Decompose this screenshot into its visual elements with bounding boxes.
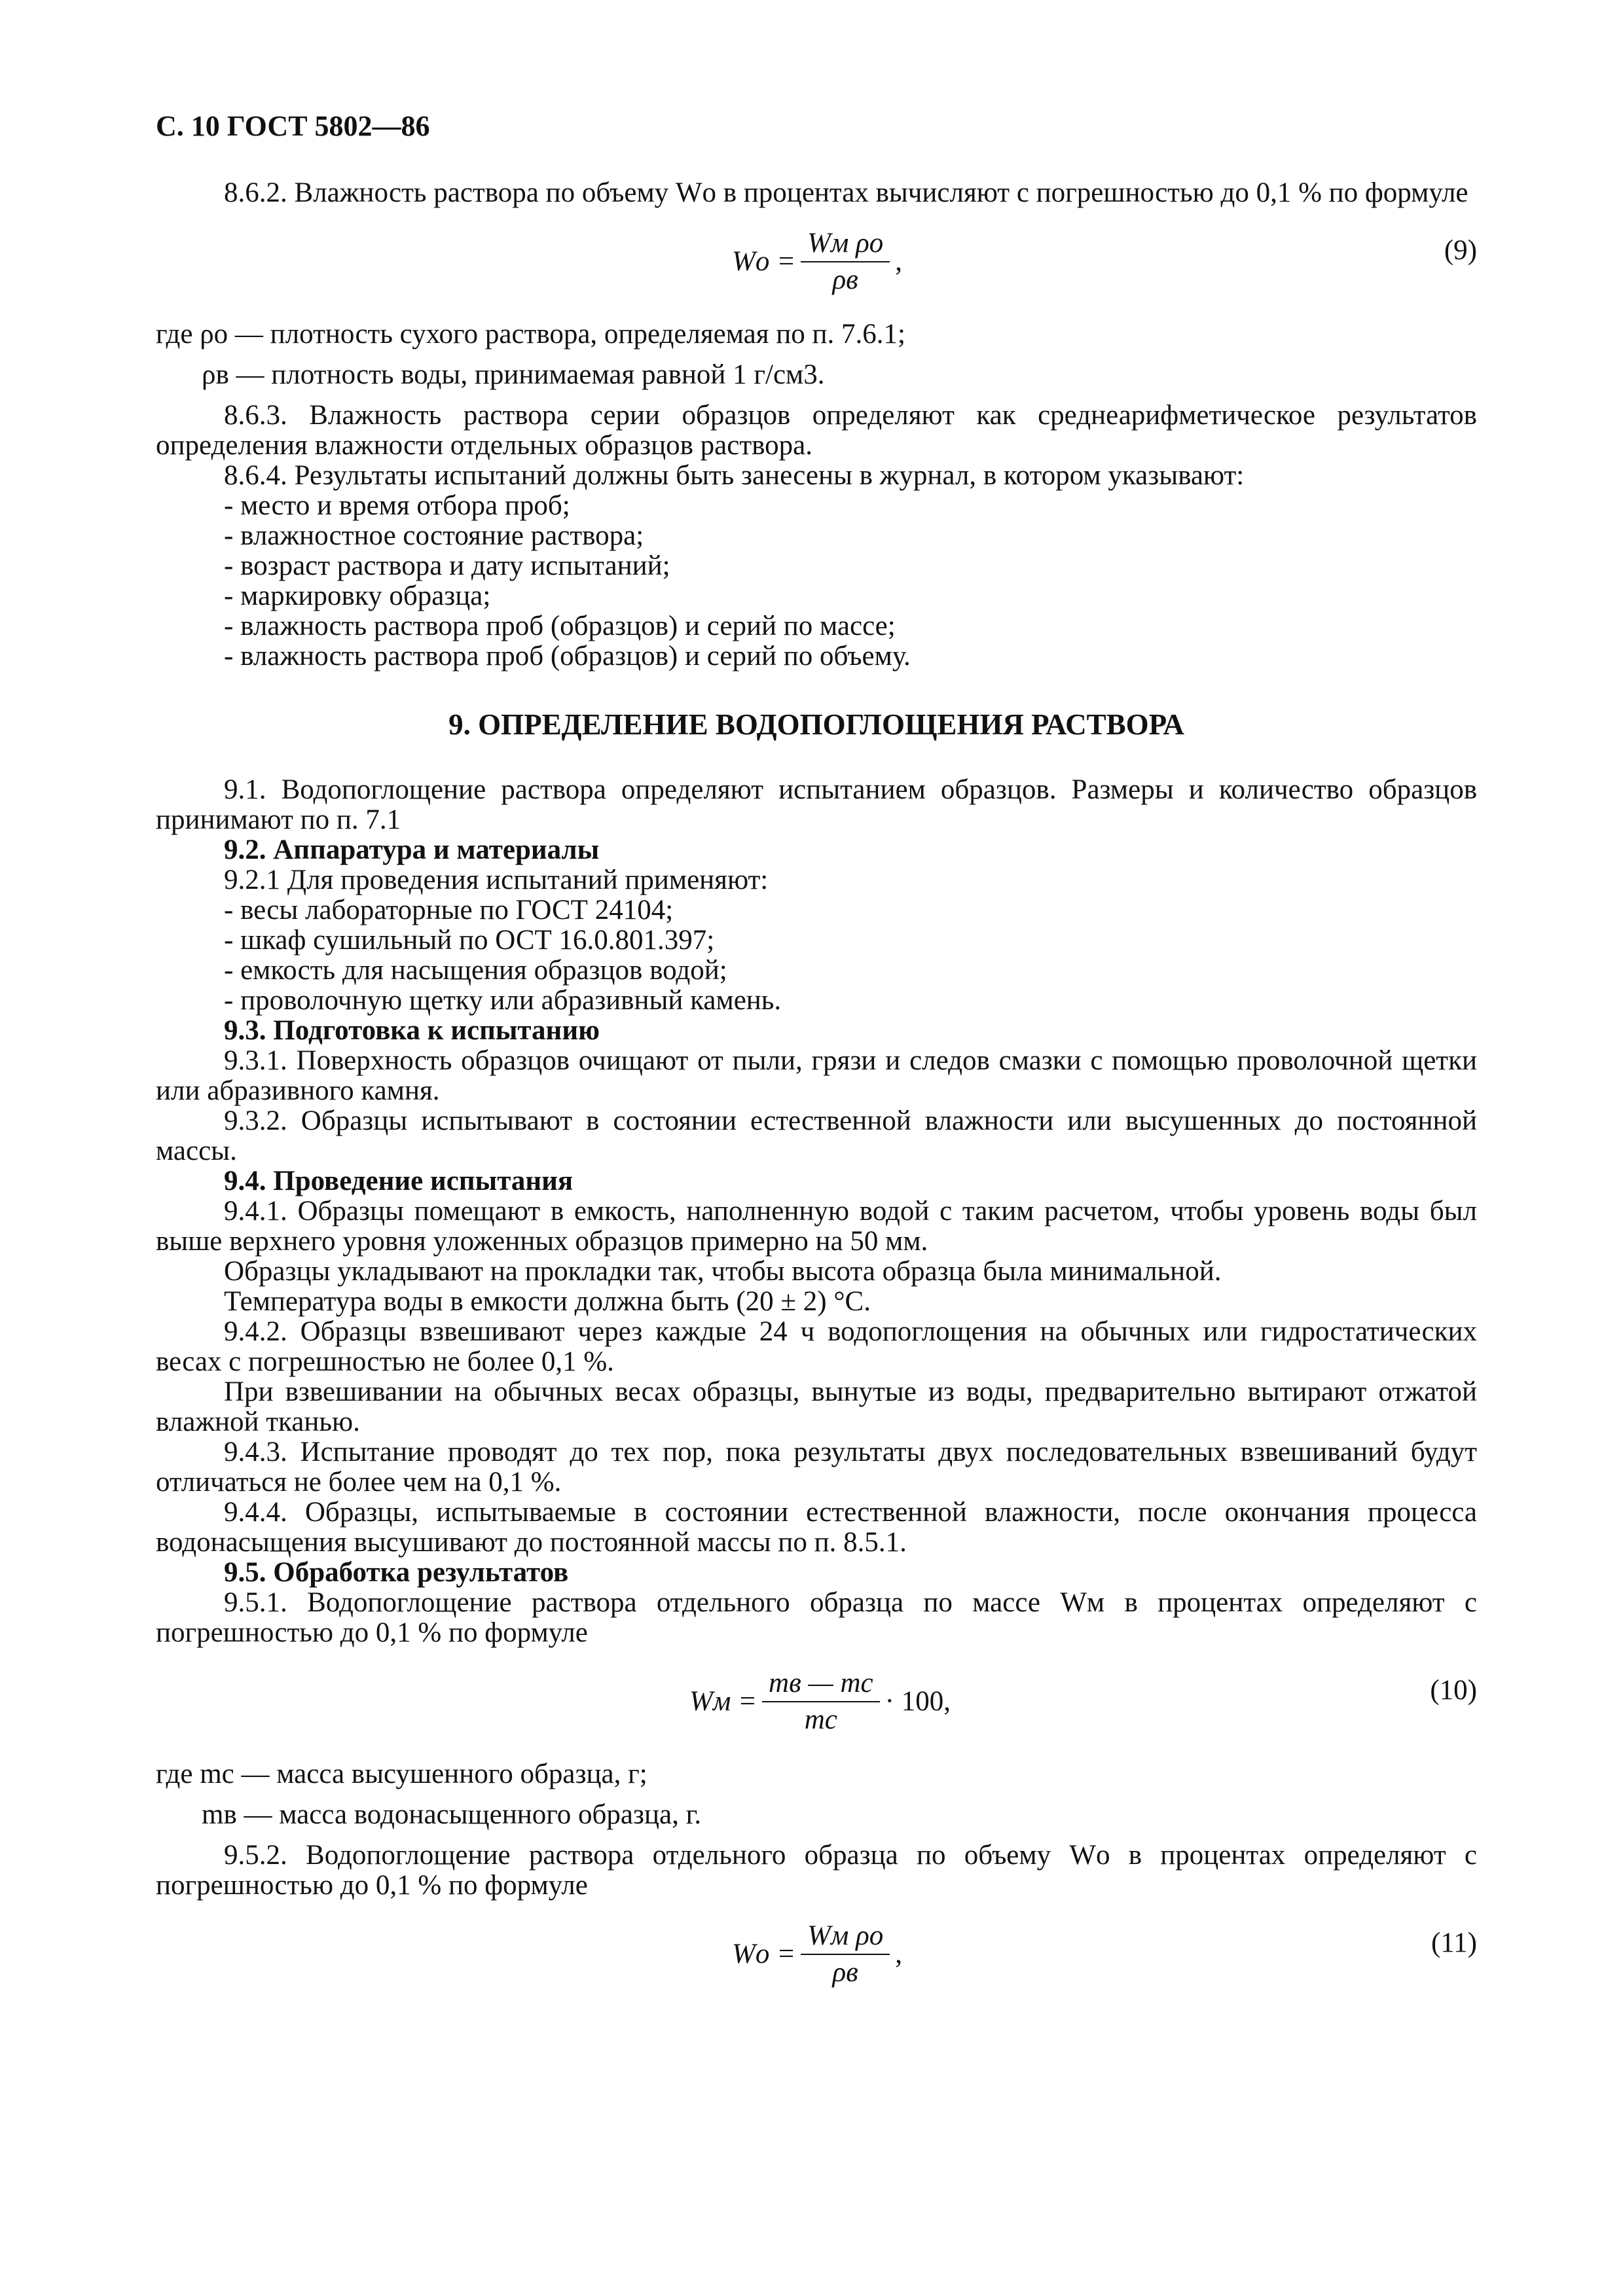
paragraph-9-4-1-c: Температура воды в емкости должна быть (20 ± 2) °С. <box>224 1286 871 1317</box>
formula-9-fraction <box>801 228 890 295</box>
list-item: - влажность раствора проб (образцов) и серий по массе; <box>156 611 1477 641</box>
paragraph-9-3-1: 9.3.1. Поверхность образцов очищают от пыли, грязи и следов смазки с помощью проволочной щетки или абразивного камня. <box>156 1045 1477 1106</box>
list-9-2-1 <box>156 895 1477 1016</box>
document-page <box>156 111 1477 2012</box>
where-10-line-1: где mс — масса высушенного образца, г; <box>156 1759 647 1789</box>
formula-10 <box>156 1657 1477 1746</box>
paragraph-9-4-4: 9.4.4. Образцы, испытываемые в состоянии естественной влажности, после окончания процесса водонасыщения высушивают до постоянной массы по п. 8.5.1. <box>156 1497 1477 1558</box>
paragraph-9-4-1-b: Образцы укладывают на прокладки так, чтобы высота образца была минимальной. <box>224 1256 1222 1287</box>
list-item: - возраст раствора и дату испытаний; <box>156 551 1477 581</box>
where-10-line-2: mв — масса водонасыщенного образца, г. <box>202 1799 702 1830</box>
formula-11-denominator: ρв <box>832 1957 858 1988</box>
formula-11-fraction <box>801 1921 890 1988</box>
paragraph-9-5-2: 9.5.2. Водопоглощение раствора отдельного образца по объему Wо в процентах определяют с погрешностью до 0,1 % по формуле <box>156 1840 1477 1901</box>
list-item: - влажность раствора проб (образцов) и серий по объему. <box>156 641 1477 672</box>
list-item: - весы лабораторные по ГОСТ 24104; <box>156 895 1477 925</box>
formula-10-tail: · 100, <box>884 1686 951 1717</box>
paragraph-9-4-3: 9.4.3. Испытание проводят до тех пор, пока результаты двух последовательных взвешиваний будут отличаться не более чем на 0,1 %. <box>156 1437 1477 1498</box>
paragraph-8-6-2: 8.6.2. Влажность раствора по объему Wо в процентах вычисляют с погрешностью до 0,1 % по формуле <box>224 177 1468 208</box>
formula-11-tail: , <box>895 1939 902 1969</box>
formula-9-lhs: Wо = <box>732 246 796 277</box>
list-item: - шкаф сушильный по ОСТ 16.0.801.397; <box>156 925 1477 956</box>
paragraph-9-4-1: 9.4.1. Образцы помещают в емкость, наполненную водой с таким расчетом, чтобы уровень воды был выше верхнего уровня уложенных образцов примерно на 50 мм. <box>156 1196 1477 1257</box>
heading-9-2: 9.2. Аппаратура и материалы <box>224 834 600 865</box>
page-header: С. 10 ГОСТ 5802—86 <box>156 110 430 142</box>
formula-10-numerator: mв — mс <box>762 1668 880 1702</box>
formula-11-numerator: Wм ρо <box>801 1921 890 1955</box>
heading-9-4: 9.4. Проведение испытания <box>224 1166 574 1196</box>
where-9-line-2: ρв — плотность воды, принимаемая равной 1 г/см3. <box>202 359 825 390</box>
formula-10-denominator: mс <box>804 1704 837 1735</box>
paragraph-8-6-3: 8.6.3. Влажность раствора серии образцов определяют как среднеарифметическое результатов определения влажности отдельных образцов раствора. <box>156 400 1477 461</box>
formula-9-denominator: ρв <box>832 264 858 295</box>
formula-10-number: (10) <box>1430 1675 1477 1706</box>
formula-9-number: (9) <box>1444 235 1477 266</box>
heading-9-3: 9.3. Подготовка к испытанию <box>224 1015 600 1046</box>
formula-9 <box>156 217 1477 306</box>
list-item: - проволочную щетку или абразивный камень. <box>156 986 1477 1016</box>
formula-10-lhs: Wм = <box>689 1686 757 1717</box>
paragraph-9-3-2: 9.3.2. Образцы испытывают в состоянии естественной влажности или высушенных до постоянной массы. <box>156 1105 1477 1166</box>
formula-9-numerator: Wм ρо <box>801 228 890 262</box>
section-9-title: 9. ОПРЕДЕЛЕНИЕ ВОДОПОГЛОЩЕНИЯ РАСТВОРА <box>448 708 1184 741</box>
list-item: - место и время отбора проб; <box>156 491 1477 521</box>
paragraph-9-2-1: 9.2.1 Для проведения испытаний применяют: <box>224 865 769 895</box>
formula-10-fraction <box>762 1668 880 1735</box>
formula-11-lhs: Wо = <box>732 1939 796 1969</box>
list-item: - маркировку образца; <box>156 581 1477 611</box>
paragraph-9-1: 9.1. Водопоглощение раствора определяют испытанием образцов. Размеры и количество образцов принимают по п. 7.1 <box>156 774 1477 835</box>
list-8-6-4 <box>156 491 1477 672</box>
formula-9-tail: , <box>895 246 902 277</box>
heading-9-5: 9.5. Обработка результатов <box>224 1557 569 1588</box>
formula-11 <box>156 1910 1477 1999</box>
paragraph-8-6-4: 8.6.4. Результаты испытаний должны быть занесены в журнал, в котором указывают: <box>224 460 1245 491</box>
list-item: - влажностное состояние раствора; <box>156 521 1477 551</box>
where-9-line-1: где ρо — плотность сухого раствора, определяемая по п. 7.6.1; <box>156 319 906 350</box>
paragraph-9-4-2: 9.4.2. Образцы взвешивают через каждые 24 ч водопоглощения на обычных или гидростатических весах с погрешностью не более 0,1 %. <box>156 1316 1477 1377</box>
paragraph-9-4-2-b: При взвешивании на обычных весах образцы, вынутые из воды, предварительно вытирают отжатой влажной тканью. <box>156 1376 1477 1437</box>
paragraph-9-5-1: 9.5.1. Водопоглощение раствора отдельного образца по массе Wм в процентах определяют с погрешностью до 0,1 % по формуле <box>156 1587 1477 1648</box>
formula-11-number: (11) <box>1431 1928 1477 1958</box>
list-item: - емкость для насыщения образцов водой; <box>156 956 1477 986</box>
